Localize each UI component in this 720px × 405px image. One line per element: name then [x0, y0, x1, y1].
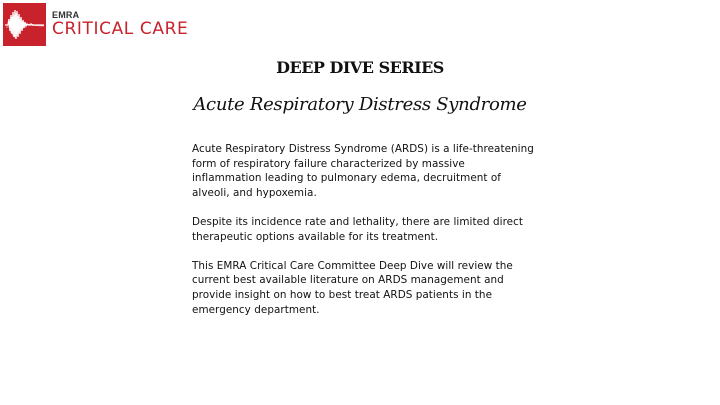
topic-title: Acute Respiratory Distress Syndrome: [193, 94, 527, 115]
body-text: [192, 142, 537, 332]
series-title: DEEP DIVE SERIES: [276, 58, 444, 77]
paragraph-treatment: Despite its incidence rate and lethality, there are limited direct therapeutic options available for its treatment.: [192, 215, 524, 243]
logo-name: CRITICAL CARE: [52, 19, 189, 39]
heartbeat-wave-icon: [3, 3, 46, 46]
paragraph-review: This EMRA Critical Care Committee Deep Dive will review the current best available literature on ARDS management and provide insight on how to best treat ARDS patients in the emergency department.: [192, 259, 513, 316]
logo-org: EMRA: [52, 10, 80, 20]
emra-critical-care-logo: [3, 3, 188, 46]
paragraph-intro: Acute Respiratory Distress Syndrome (ARDS) is a life-threatening form of respiratory failure characterized by massive inflammation leading to pulmonary edema, decruitment of alveoli, and hypoxemia.: [192, 143, 534, 199]
